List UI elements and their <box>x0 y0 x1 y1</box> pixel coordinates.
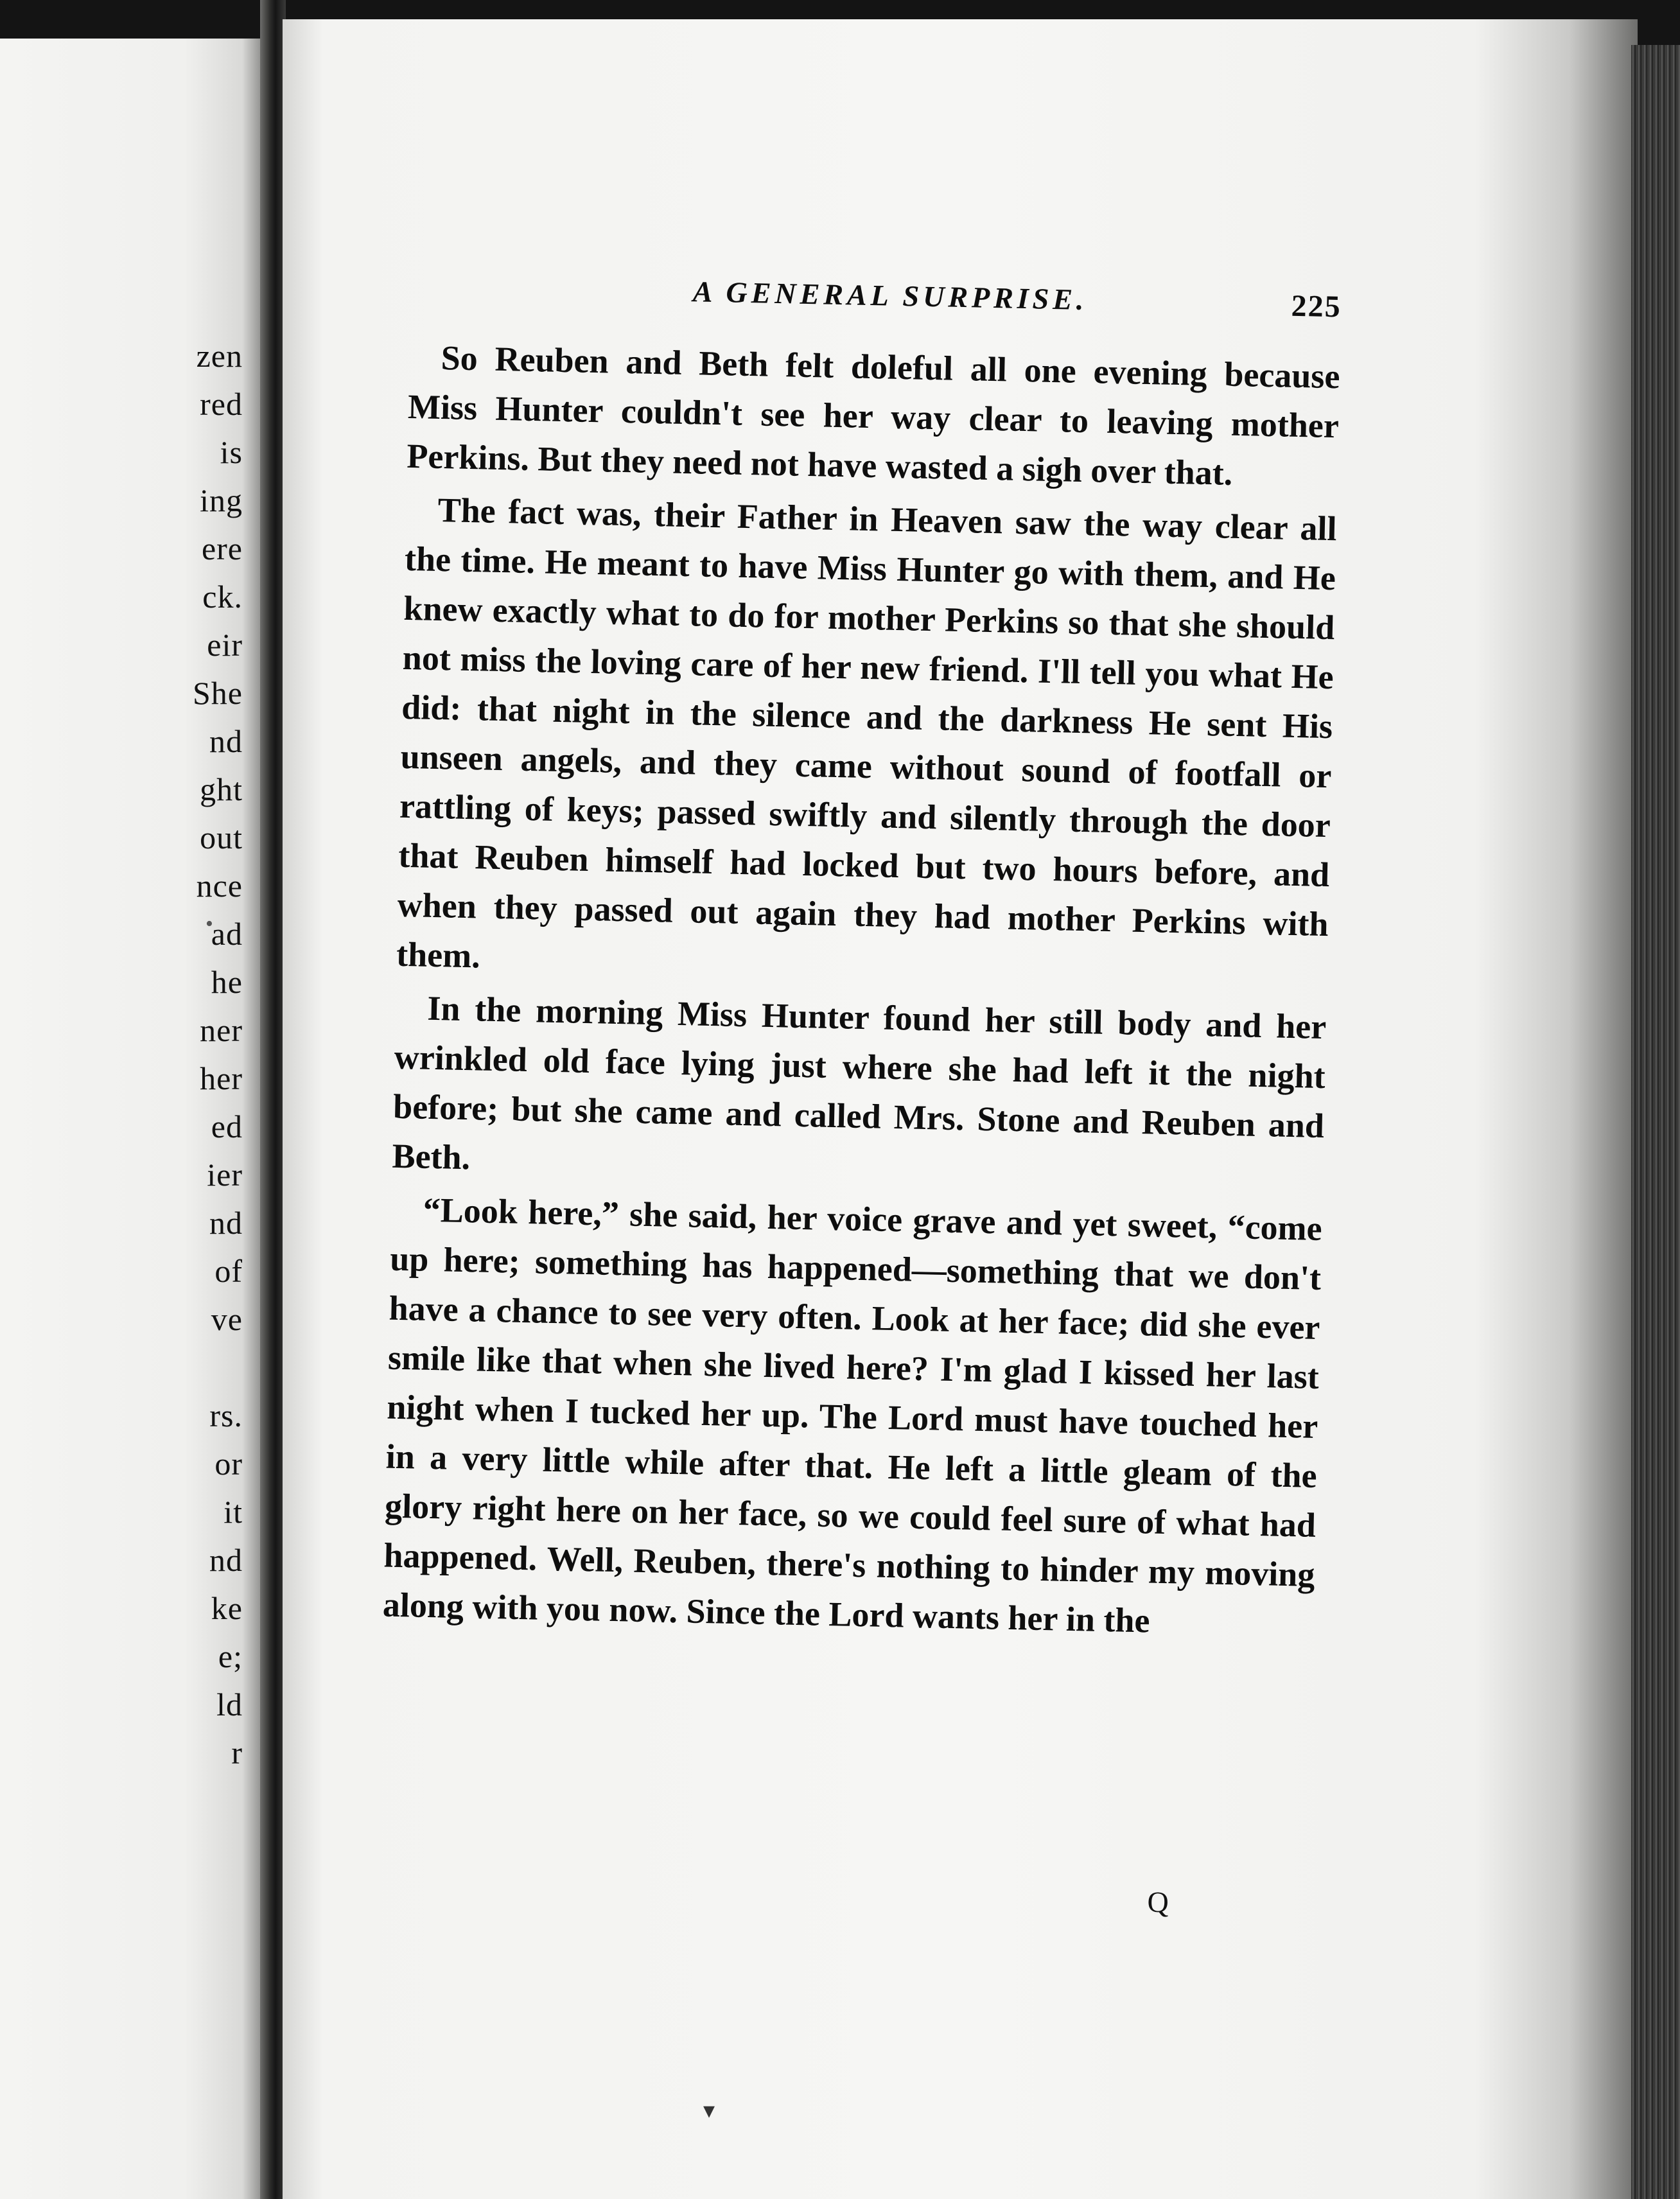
paragraph: In the morning Miss Hunter found her still body and her wrinkled old face lying just where she had left it the night before; but she came and called Mrs. Stone and Reuben and Beth. <box>392 988 1327 1177</box>
left-fragment: zen <box>196 338 243 374</box>
left-fragment: ght <box>200 771 243 807</box>
left-fragment: ing <box>200 482 243 518</box>
book-gutter <box>260 0 286 2199</box>
left-fragment: rs. <box>209 1397 243 1433</box>
stray-mark: ▾ <box>703 2098 715 2123</box>
left-fragment: or <box>214 1446 243 1482</box>
body-text <box>382 333 1340 1649</box>
left-fragment: e; <box>218 1638 243 1674</box>
page-number: 225 <box>1291 288 1342 324</box>
paragraph: The fact was, their Father in Heaven saw the way clear all the time. He meant to have Miss Hunter go with them, and He knew exactly what to do for mother Perkins so that she should not miss the loving care of her new friend. I'll tell you what He did: that night in the silence and the darkness He sent His unseen angels, and they came without sound of footfall or rattling of keys; passed swiftly and silently through the door that Reuben himself had locked but two hours before, and when they passed out again they had mother Perkins with them. <box>396 490 1338 976</box>
left-page <box>0 39 263 2199</box>
left-fragment: is <box>220 434 243 470</box>
left-fragment: nd <box>209 1205 243 1241</box>
left-fragment: r <box>231 1735 243 1771</box>
left-fragment: ere <box>201 530 243 566</box>
left-fragment: her <box>200 1060 243 1096</box>
left-fragment: ck. <box>202 579 243 615</box>
paragraph: So Reuben and Beth felt doleful all one evening because Miss Hunter couldn't see her way clear to leaving mother Perkins. But they need not have wasted a sigh over that. <box>406 338 1341 493</box>
left-fragment: ed <box>211 1108 243 1144</box>
left-fragment: ke <box>211 1590 243 1626</box>
stray-mark: • <box>206 912 213 936</box>
running-head-title: A GENERAL SURPRISE. <box>692 275 1089 317</box>
left-fragment: he <box>211 964 243 1000</box>
left-fragment: it <box>223 1494 243 1530</box>
left-page-text-fragments <box>0 39 263 2199</box>
left-fragment: ier <box>207 1157 243 1193</box>
left-fragment: ld <box>216 1686 243 1722</box>
left-fragment: She <box>193 675 243 711</box>
signature-mark: Q <box>1147 1885 1169 1919</box>
left-fragment: ad <box>211 916 243 952</box>
left-fragment: eir <box>207 627 243 663</box>
left-fragment: out <box>200 819 243 855</box>
left-fragment: red <box>200 386 243 422</box>
left-fragment: nd <box>209 1542 243 1578</box>
page-edge <box>1631 45 1680 2199</box>
left-fragment: ve <box>211 1301 243 1337</box>
left-fragment: nd <box>209 723 243 759</box>
left-fragment: nce <box>196 868 243 904</box>
paragraph: “Look here,” she said, her voice grave and yet sweet, “come up here; something has happened—something that we don't have a chance to see very often. Look at her face; did she ever smile like that when she lived here? I'm glad I kissed her last night when I tucked her up. The Lord must have touched her in a very little while after that. He left a little gleam of the glory right here on her face, so we could feel sure of what had happened. Well, Reuben, there's nothing to hinder my moving along with you now. Since the Lord wants her in the <box>382 1190 1323 1640</box>
left-fragment: of <box>214 1253 243 1289</box>
left-fragment: ner <box>200 1012 243 1048</box>
